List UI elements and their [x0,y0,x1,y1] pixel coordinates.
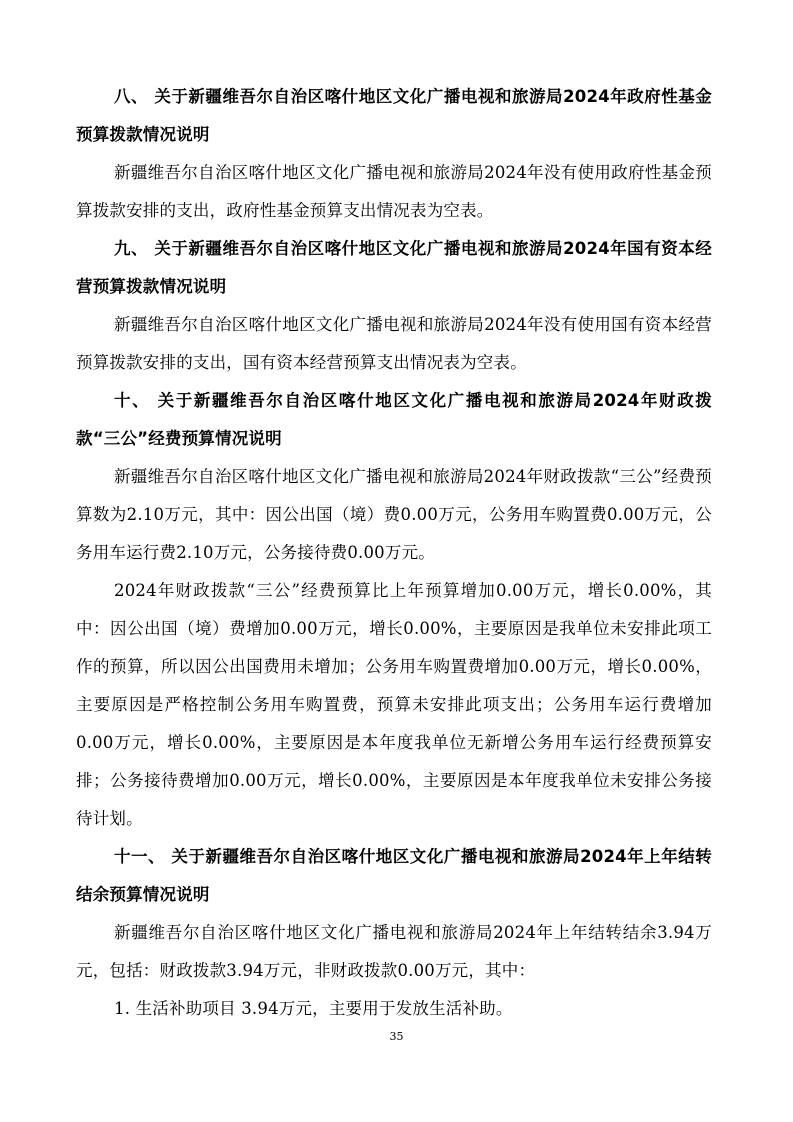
section-9-paragraph-1: 新疆维吾尔自治区喀什地区文化广播电视和旅游局2024年没有使用国有资本经营预算拨款安排的支出，国有资本经营预算支出情况表为空表。 [76,315,712,372]
section-10-paragraph-2: 2024年财政拨款“三公”经费预算比上年预算增加0.00万元，增长0.00%，其中：因公出国（境）费增加0.00万元，增长0.00%，主要原因是我单位未安排此项工作的预算，所以因公出国费用未增加；公务用车购置费增加0.00万元，增长0.00%，主要原因是严格控制公务用车购置费，预算未安排此项支出；公务用车运行费增加0.00万元，增长0.00%，主要原因是本年度我单位无新增公务用车运行经费预算安排；公务接待费增加0.00万元，增长0.00%，主要原因是本年度我单位未安排公务接待计划。 [76,581,712,828]
section-8-paragraph-1: 新疆维吾尔自治区喀什地区文化广播电视和旅游局2024年没有使用政府性基金预算拨款安排的支出，政府性基金预算支出情况表为空表。 [76,163,712,220]
document-page [76,78,712,1028]
section-heading-8: 八、 关于新疆维吾尔自治区喀什地区文化广播电视和旅游局2024年政府性基金预算拨款情况说明 [76,87,712,144]
page-number: 35 [389,1030,404,1043]
section-11-paragraph-2: 1. 生活补助项目 3.94万元，主要用于发放生活补助。 [114,999,513,1018]
section-heading-11: 十一、 关于新疆维吾尔自治区喀什地区文化广播电视和旅游局2024年上年结转结余预算情况说明 [76,847,712,904]
section-heading-10: 十、 关于新疆维吾尔自治区喀什地区文化广播电视和旅游局2024年财政拨款“三公”经费预算情况说明 [76,391,712,448]
section-10-paragraph-1: 新疆维吾尔自治区喀什地区文化广播电视和旅游局2024年财政拨款“三公”经费预算数为2.10万元，其中：因公出国（境）费0.00万元，公务用车购置费0.00万元，公务用车运行费2.10万元，公务接待费0.00万元。 [76,467,712,562]
section-11-paragraph-1: 新疆维吾尔自治区喀什地区文化广播电视和旅游局2024年上年结转结余3.94万元，包括：财政拨款3.94万元，非财政拨款0.00万元，其中： [76,923,712,980]
section-heading-9: 九、 关于新疆维吾尔自治区喀什地区文化广播电视和旅游局2024年国有资本经营预算拨款情况说明 [76,239,712,296]
